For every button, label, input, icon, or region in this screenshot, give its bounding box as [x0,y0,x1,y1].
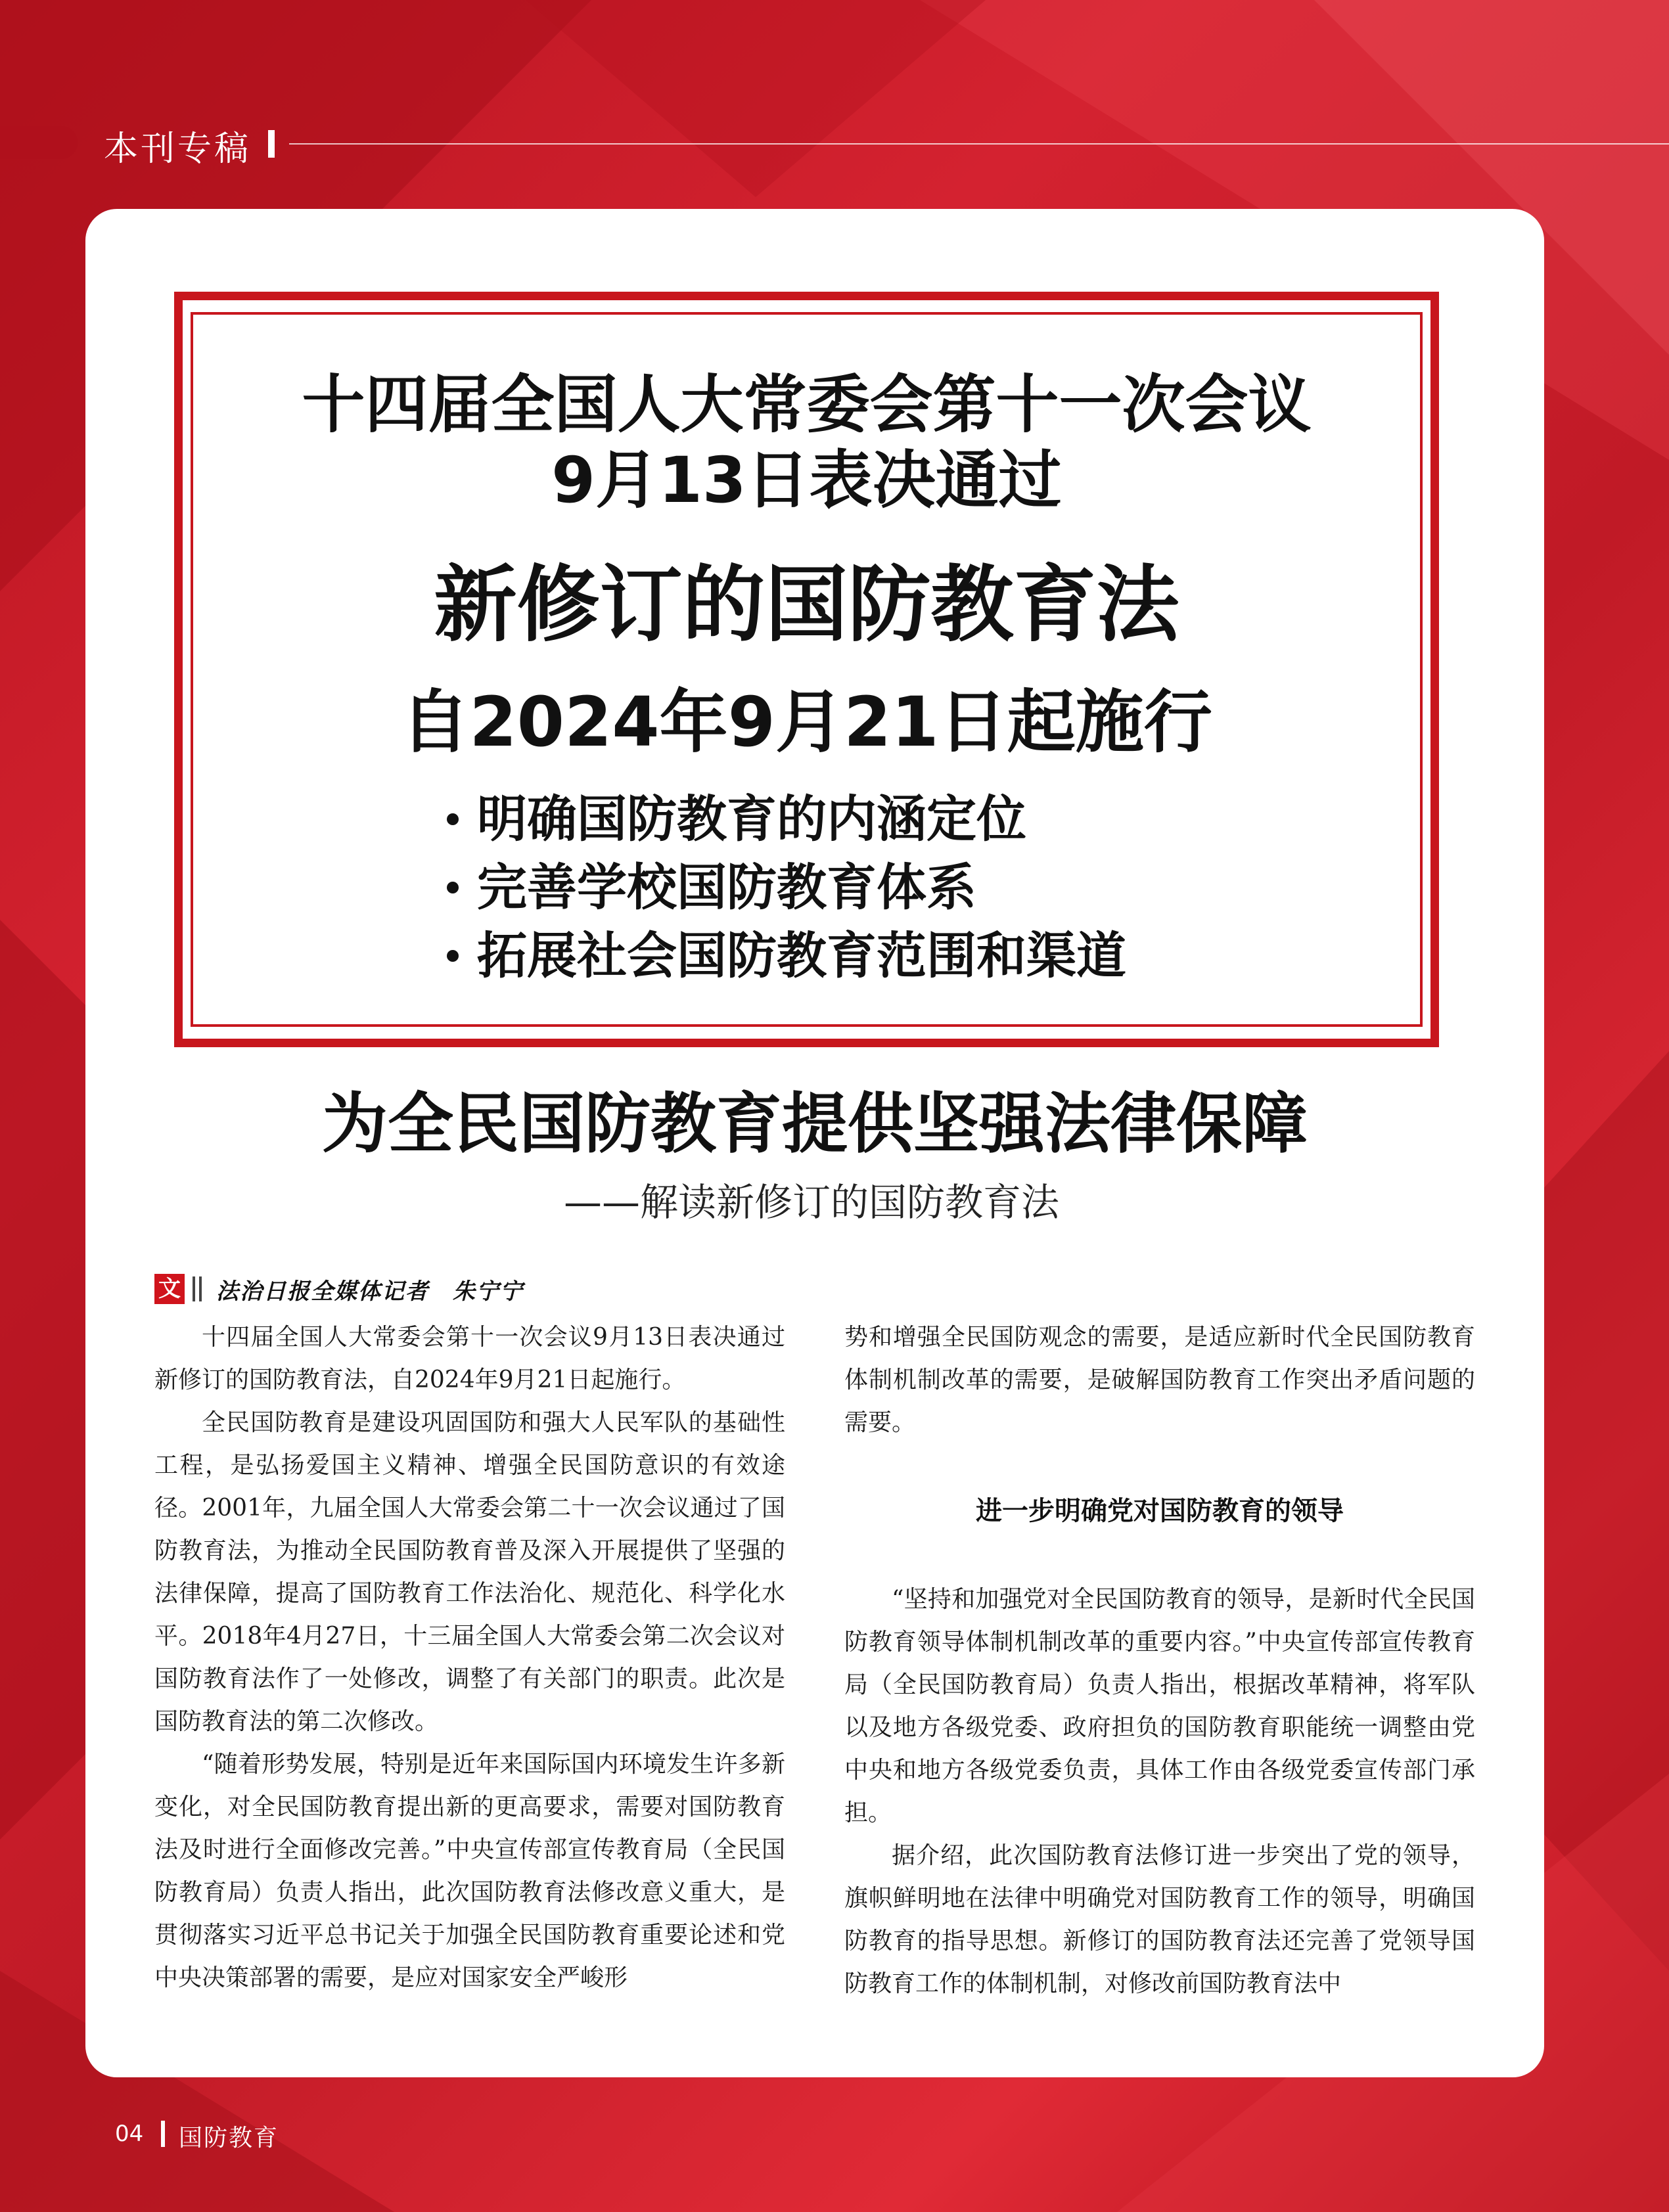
article-column-right-continuation [844,1316,1475,1444]
paragraph-continuation: 势和增强全民国防观念的需要，是适应新时代全民国防教育体制机制改革的需要，是破解国防教育工作突出矛盾问题的需要。 [844,1324,1475,1436]
bullet-dot-icon [447,882,459,893]
paragraph: 据介绍，此次国防教育法修订进一步突出了党的领导，旗帜鲜明地在法律中明确党对国防教育工作的领导，明确国防教育的指导思想。新修订的国防教育法还完善了党领导国防教育工作的体制机制，对修改前国防教育法中 [844,1842,1475,1997]
notice-bullet: 明确国防教育的内涵定位 [447,785,1126,853]
page-number: 04 [115,2121,144,2147]
byline [154,1273,524,1305]
wen-badge-icon: 文 [154,1274,185,1304]
section-label: 本刊专稿 [104,129,252,169]
section-tab [0,126,78,159]
paragraph: 全民国防教育是建设巩固国防和强大人民军队的基础性工程，是弘扬爱国主义精神、增强全民国防意识的有效途径。2001年，九届全国人大常委会第二十一次会议通过了国防教育法，为推动全民国防教育普及深入开展提供了坚强的法律保障，提高了国防教育工作法治化、规范化、科学化水平。2018年4月27日，十三届全国人大常委会第二次会议对国防教育法作了一处修改，调整了有关部门的职责。此次是国防教育法的第二次修改。 [154,1409,785,1735]
notice-bullet: 拓展社会国防教育范围和渠道 [447,922,1126,990]
paragraph: 十四届全国人大常委会第十一次会议9月13日表决通过新修订的国防教育法，自2024年9月21日起施行。 [154,1324,785,1393]
byline-author: 法治日报全媒体记者 朱宁宁 [216,1278,524,1305]
section-heading: 进一步明确党对国防教育的领导 [976,1496,1344,1526]
notice-line-effective: 自2024年9月21日起施行 [401,682,1212,762]
paragraph: “随着形势发展，特别是近年来国际国内环境发生许多新变化，对全民国防教育提出新的更高要求，需要对国防教育法及时进行全面修改完善。”中央宣传部宣传教育局（全民国防教育局）负责人指出，此次国防教育法修改意义重大，是贯彻落实习近平总书记关于加强全民国防教育重要论述和党中央决策部署的需要，是应对国家安全严峻形 [154,1751,785,1991]
notice-line-law: 新修订的国防教育法 [434,556,1179,653]
paragraph: “坚持和加强党对全民国防教育的领导，是新时代全民国防教育领导体制机制改革的重要内容。”中央宣传部宣传教育局（全民国防教育局）负责人指出，根据改革精神，将军队以及地方各级党委、政府担负的国防教育职能统一调整由党中央和地方各级党委负责，具体工作由各级党委宣传部门承担。 [844,1586,1475,1826]
article-column-left [154,1316,785,1999]
footer-divider-bar [161,2121,165,2147]
article-title: 为全民国防教育提供坚强法律保障 [322,1085,1308,1162]
section-divider-bar [268,130,275,158]
article-subtitle: ——解读新修订的国防教育法 [564,1180,1060,1225]
notice-line-date: 9月13日表决通过 [551,443,1062,517]
section-rule [289,143,1669,145]
magazine-name: 国防教育 [179,2125,279,2152]
bullet-dot-icon [447,813,459,825]
byline-divider-icon [193,1276,202,1301]
notice-bullet-list [447,785,1126,990]
notice-line-meeting: 十四届全国人大常委会第十一次会议 [302,368,1312,441]
bullet-dot-icon [447,950,459,962]
notice-bullet: 完善学校国防教育体系 [447,853,1126,922]
article-column-right [844,1578,1475,2005]
